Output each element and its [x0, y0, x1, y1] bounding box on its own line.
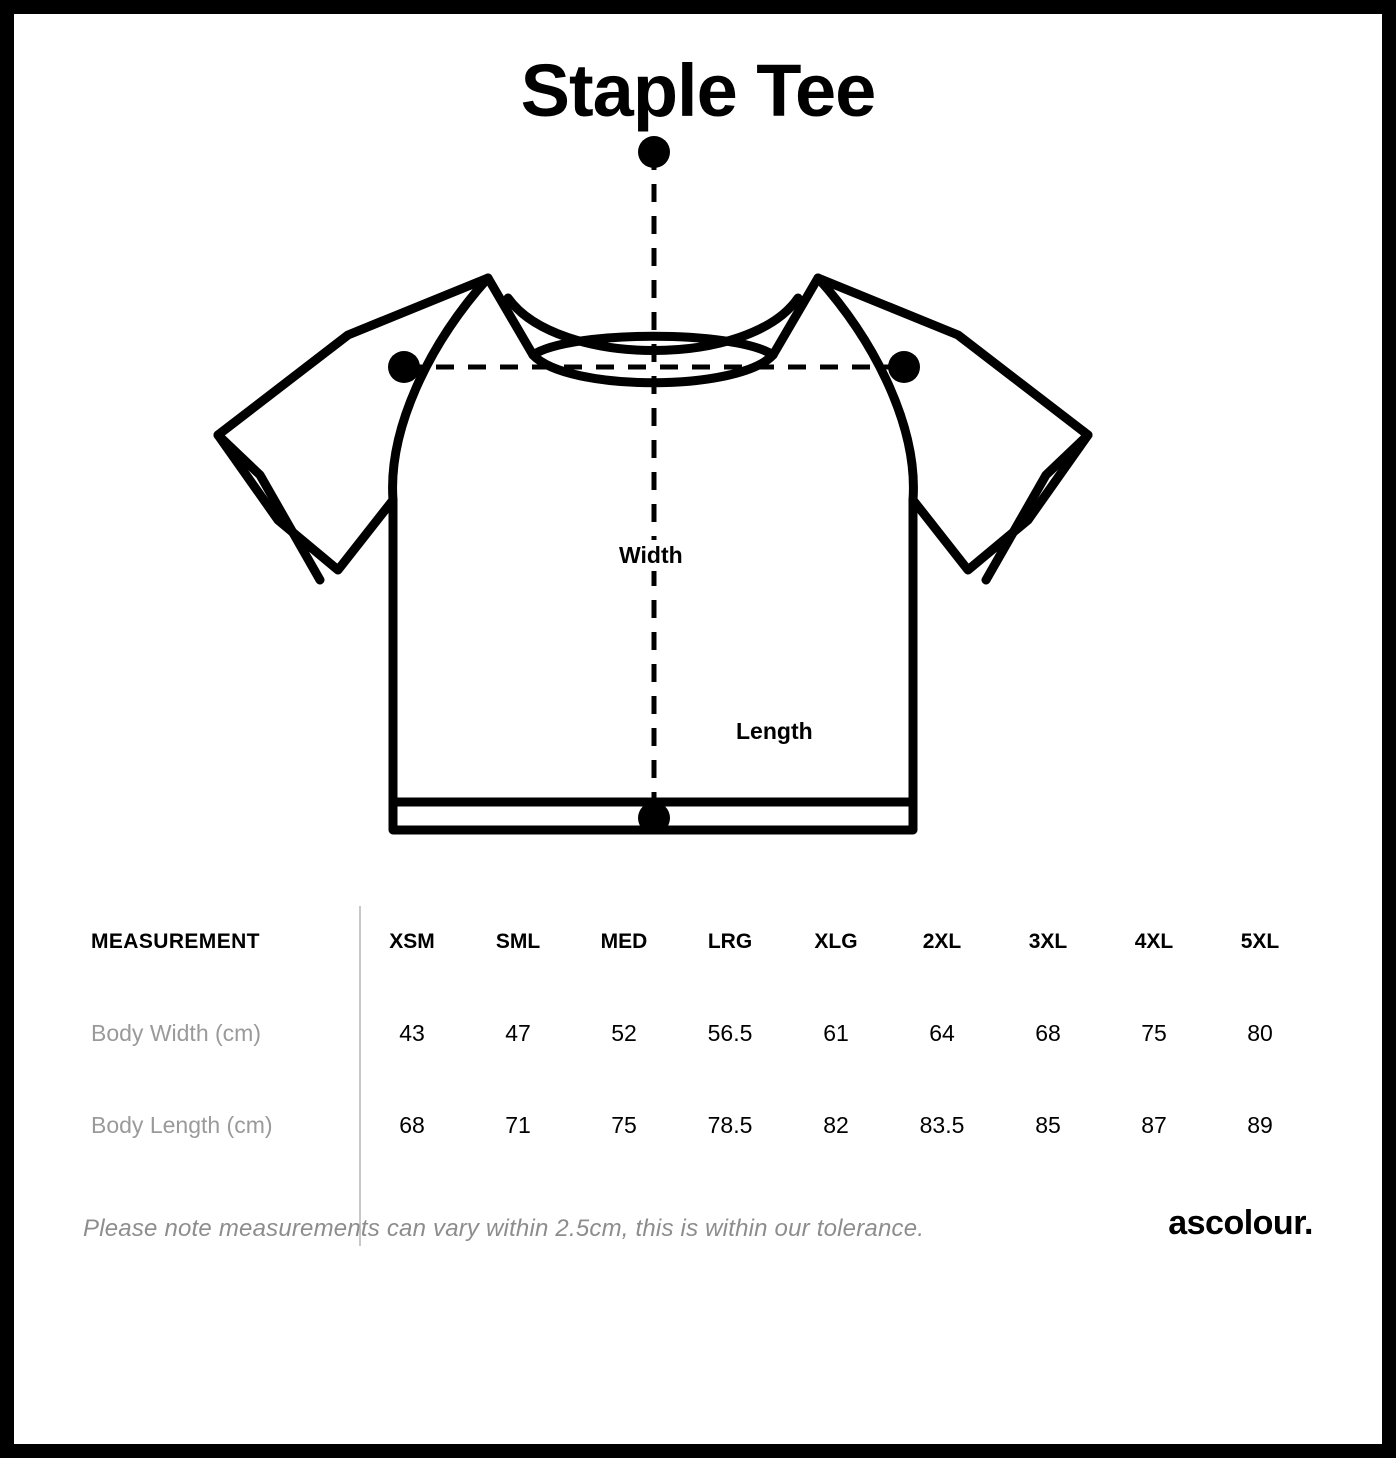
size-header-3xl: 3XL [1028, 929, 1068, 953]
width-label: Width [611, 540, 691, 571]
tolerance-note: Please note measurements can vary within 2.5cm, this is within our tolerance. [83, 1214, 925, 1242]
size-header-lrg: LRG [707, 929, 753, 953]
size-header-2xl: 2XL [922, 929, 962, 953]
cell-body-length-xlg: 82 [823, 1112, 849, 1139]
cell-body-width-med: 52 [611, 1020, 637, 1047]
table-header-row [83, 896, 1313, 988]
row-label-body-length: Body Length (cm) [91, 1112, 273, 1139]
cell-body-width-2xl: 64 [929, 1020, 955, 1047]
cell-body-length-3xl: 85 [1035, 1112, 1061, 1139]
length-label: Length [728, 716, 821, 747]
cell-body-width-xlg: 61 [823, 1020, 849, 1047]
size-header-xsm: XSM [389, 929, 435, 953]
cell-body-width-xsm: 43 [399, 1020, 425, 1047]
cell-body-width-4xl: 75 [1141, 1020, 1167, 1047]
cell-body-width-3xl: 68 [1035, 1020, 1061, 1047]
cell-body-width-sml: 47 [505, 1020, 531, 1047]
measurement-table-area [14, 896, 1382, 1172]
table-row [83, 1080, 1313, 1172]
size-header-4xl: 4XL [1134, 929, 1174, 953]
tshirt-outline-icon [198, 130, 1198, 870]
cell-body-length-5xl: 89 [1247, 1112, 1273, 1139]
size-chart-inner [14, 49, 1382, 1458]
cell-body-length-2xl: 83.5 [919, 1112, 965, 1139]
cell-body-length-4xl: 87 [1141, 1112, 1167, 1139]
cell-body-length-xsm: 68 [399, 1112, 425, 1139]
row-label-body-width: Body Width (cm) [91, 1020, 261, 1047]
table-row [83, 988, 1313, 1080]
measurement-table [83, 896, 1313, 1172]
cell-body-length-med: 75 [611, 1112, 637, 1139]
garment-diagram [14, 130, 1382, 890]
cell-body-width-lrg: 56.5 [707, 1020, 753, 1047]
table-divider [359, 906, 361, 1246]
size-header-5xl: 5XL [1240, 929, 1280, 953]
cell-body-length-lrg: 78.5 [707, 1112, 753, 1139]
size-header-xlg: XLG [814, 929, 858, 953]
page-title: Staple Tee [520, 49, 876, 132]
brand-logo: ascolour. [1168, 1203, 1313, 1242]
measurement-column-header: MEASUREMENT [91, 929, 260, 953]
footer [83, 1204, 1313, 1243]
cell-body-length-sml: 71 [505, 1112, 531, 1139]
size-header-sml: SML [495, 929, 541, 953]
size-header-med: MED [600, 929, 648, 953]
cell-body-width-5xl: 80 [1247, 1020, 1273, 1047]
